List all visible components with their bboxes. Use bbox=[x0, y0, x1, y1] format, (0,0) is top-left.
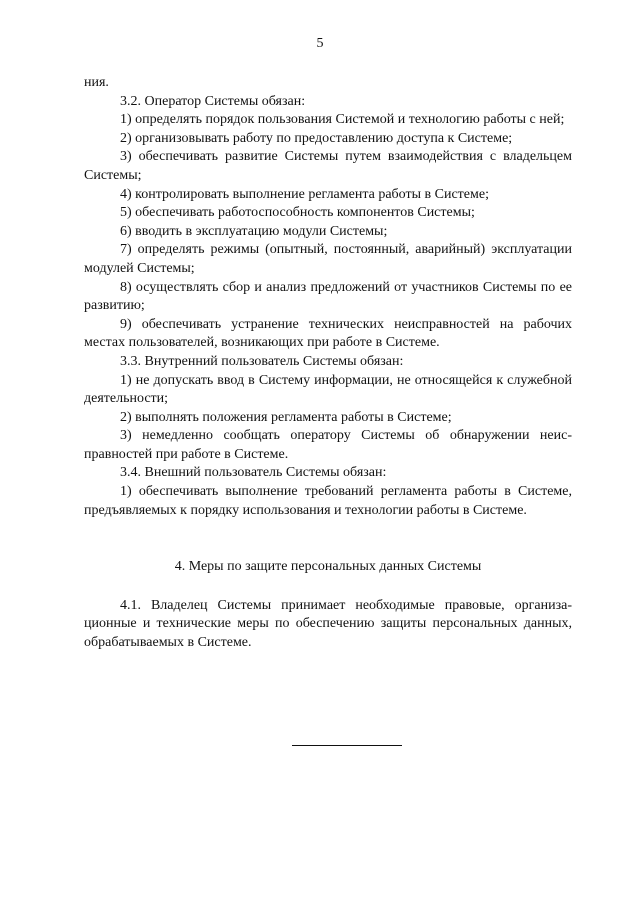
section-4-heading: 4. Меры по защите персональных данных Системы bbox=[174, 559, 482, 575]
clause-3-2-item: 2) организовывать работу по предоставлению доступа к Системе; bbox=[120, 130, 513, 146]
clause-3-2-heading: 3.2. Оператор Системы обязан: bbox=[120, 93, 306, 109]
clause-3-3-item: 1) не допускать ввод в Систему информации, не относящейся к служебной деятельности; bbox=[84, 372, 572, 407]
clause-3-3-heading: 3.3. Внутренний пользователь Системы обязан: bbox=[120, 353, 404, 369]
clause-3-4-item: 1) обеспечивать выполнение требований регламента работы в Системе, предъявляемых к порядку использования и технологии работы в Системе. bbox=[84, 484, 572, 518]
clause-4-1: 4.1. Владелец Системы принимает необходимые правовые, организационные и технические меры по обеспечению защиты персональных данных, обрабатываемых в Системе. bbox=[84, 597, 572, 651]
clause-3-2-item: 7) определять режимы (опытный, постоянный, аварийный) эксплуатации модулей Системы; bbox=[84, 242, 572, 276]
clause-3-2-item: 4) контролировать выполнение регламента работы в Системе; bbox=[120, 186, 489, 202]
clause-3-2-item: 9) обеспечивать устранение технических неисправностей на рабочих местах пользователей, возникающих при работе в Системе. bbox=[84, 316, 572, 351]
intro-fragment: ния. bbox=[84, 75, 109, 90]
page-number: 5 bbox=[316, 36, 324, 51]
clause-3-3-item: 2) выполнять положения регламента работы в Системе; bbox=[120, 409, 452, 425]
clause-3-3-item: 3) немедленно сообщать оператору Системы об обнаружении неисправностей при работе в Системе. bbox=[84, 428, 572, 462]
clause-3-2-item: 3) обеспечивать развитие Системы путем взаимодействия с владельцем Системы; bbox=[84, 149, 572, 183]
clause-3-2-item: 1) определять порядок пользования Системой и технологию работы с ней; bbox=[120, 112, 565, 128]
clause-3-4-heading: 3.4. Внешний пользователь Системы обязан: bbox=[120, 465, 387, 481]
clause-3-2-item: 5) обеспечивать работоспособность компонентов Системы; bbox=[120, 205, 475, 221]
document-body bbox=[84, 74, 572, 653]
clause-3-2-item: 8) осуществлять сбор и анализ предложений от участников Системы по ее развитию; bbox=[84, 279, 572, 314]
clause-3-2-item: 6) вводить в эксплуатацию модули Системы; bbox=[120, 223, 388, 239]
end-of-document-line bbox=[292, 745, 402, 746]
